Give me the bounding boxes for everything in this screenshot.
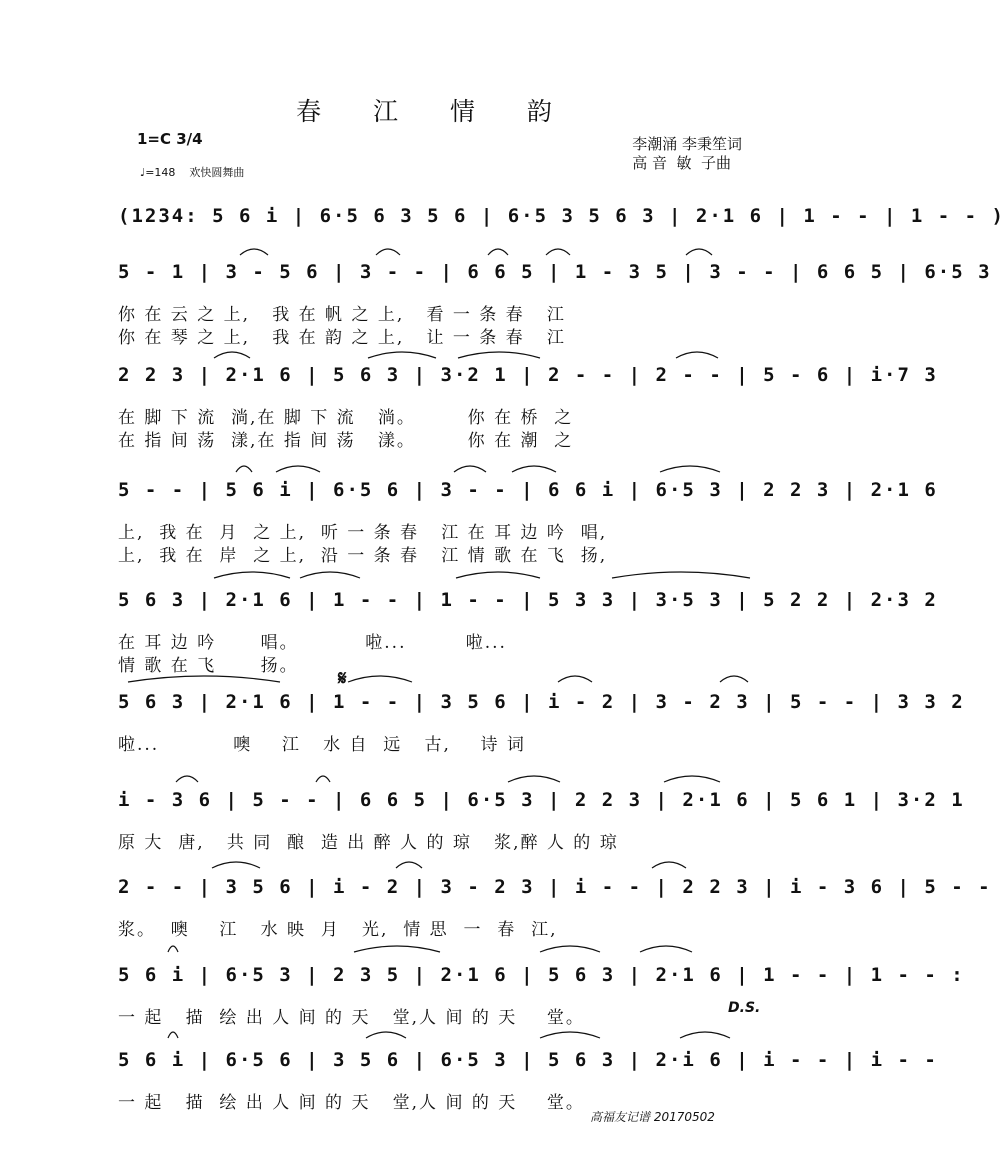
slur [612, 572, 750, 578]
notation-line [118, 470, 938, 510]
notation-line [118, 1040, 938, 1080]
credits [632, 135, 742, 173]
lyric-line: 啦... 噢 江 水 自 远 古, 诗 词 [118, 735, 526, 755]
notation-line [118, 355, 938, 395]
notation-line [118, 682, 965, 722]
slur [300, 572, 360, 578]
notation-text: 2 - - | 3 5 6 | i - 2 | 3 - 2 3 | i - - | 2 2 3 | i - 3 6 | 5 - - [118, 876, 992, 898]
song-title: 春 江 情 韵 [296, 97, 574, 126]
lyric-line: 原 大 唐, 共 同 酿 造 出 醉 人 的 琼 浆,醉 人 的 琼 [118, 833, 619, 853]
notation-line [118, 196, 1005, 236]
notation-text: 5 6 3 | 2·1 6 | 1 - - | 1 - - | 5 3 3 | 3·5 3 | 5 2 2 | 2·3 2 [118, 589, 938, 611]
slur [214, 572, 290, 578]
notation-text: 5 6 3 | 2·1 6 | 1 - - | 3 5 6 | i - 2 | 3 - 2 3 | 5 - - | 3 3 2 [118, 691, 965, 713]
ds-mark: D.S. [728, 1000, 761, 1016]
lyric-line: 上, 我 在 月 之 上, 听 一 条 春 江 在 耳 边 吟 唱, [118, 523, 608, 543]
lyricists: 李潮涌 李秉笙词 [632, 135, 742, 153]
composer: 高 音 敏 子曲 [632, 154, 732, 172]
slur [366, 1032, 406, 1038]
lyric-line: 一 起 描 绘 出 人 间 的 天 堂,人 间 的 天 堂。 [118, 1008, 585, 1028]
slur [168, 946, 178, 952]
lyric-line: 上, 我 在 岸 之 上, 沿 一 条 春 江 情 歌 在 飞 扬, [118, 546, 608, 566]
slur [168, 1032, 178, 1038]
notation-line [118, 252, 992, 292]
notation-text: (1234: 5 6 i | 6·5 6 3 5 6 | 6·5 3 5 6 3 | 2·1 6 | 1 - - | 1 - - ) [118, 205, 1005, 227]
lyric-line: 在 脚 下 流 淌,在 脚 下 流 淌。 你 在 桥 之 [118, 408, 574, 428]
lyric-line: 你 在 琴 之 上, 我 在 韵 之 上, 让 一 条 春 江 [118, 328, 566, 348]
notation-text: 5 6 i | 6·5 3 | 2 3 5 | 2·1 6 | 5 6 3 | 2·1 6 | 1 - - | 1 - - : [118, 964, 965, 986]
slur [540, 1032, 600, 1038]
lyric-line: 在 指 间 荡 漾,在 指 间 荡 漾。 你 在 潮 之 [118, 431, 574, 451]
notation-text: 5 - 1 | 3 - 5 6 | 3 - - | 6 6 5 | 1 - 3 5 | 3 - - | 6 6 5 | 6·5 3 [118, 261, 992, 283]
slur [680, 1032, 730, 1038]
notation-line [118, 955, 965, 995]
lyric-line: 浆。 噢 江 水 映 月 光, 情 思 一 春 江, [118, 920, 558, 940]
notation-text: 2 2 3 | 2·1 6 | 5 6 3 | 3·2 1 | 2 - - | 2 - - | 5 - 6 | i·7 3 [118, 364, 938, 386]
segno-mark: 𝄋 [338, 666, 347, 690]
notation-line [118, 580, 938, 620]
slur [540, 946, 600, 952]
transcriber-footer: 高福友记谱 20170502 [590, 1110, 715, 1124]
notation-text: i - 3 6 | 5 - - | 6 6 5 | 6·5 3 | 2 2 3 | 2·1 6 | 5 6 1 | 3·2 1 [118, 789, 965, 811]
slur [354, 946, 440, 952]
notation-line [118, 780, 965, 820]
slur [456, 572, 540, 578]
lyric-line: 情 歌 在 飞 扬。 [118, 656, 299, 676]
key-signature: 1=C 3/4 [137, 130, 203, 148]
lyric-line: 在 耳 边 吟 唱。 啦... 啦... [118, 633, 507, 653]
notation-line [118, 867, 992, 907]
lyric-line: 你 在 云 之 上, 我 在 帆 之 上, 看 一 条 春 江 [118, 305, 566, 325]
notation-text: 5 - - | 5 6 i | 6·5 6 | 3 - - | 6 6 i | 6·5 3 | 2 2 3 | 2·1 6 [118, 479, 938, 501]
notation-text: 5 6 i | 6·5 6 | 3 5 6 | 6·5 3 | 5 6 3 | 2·i 6 | i - - | i - - [118, 1049, 938, 1071]
slur [640, 946, 692, 952]
tempo-marking: ♩=148 欢快圆舞曲 [140, 166, 245, 179]
lyric-line: 一 起 描 绘 出 人 间 的 天 堂,人 间 的 天 堂。 [118, 1093, 585, 1113]
